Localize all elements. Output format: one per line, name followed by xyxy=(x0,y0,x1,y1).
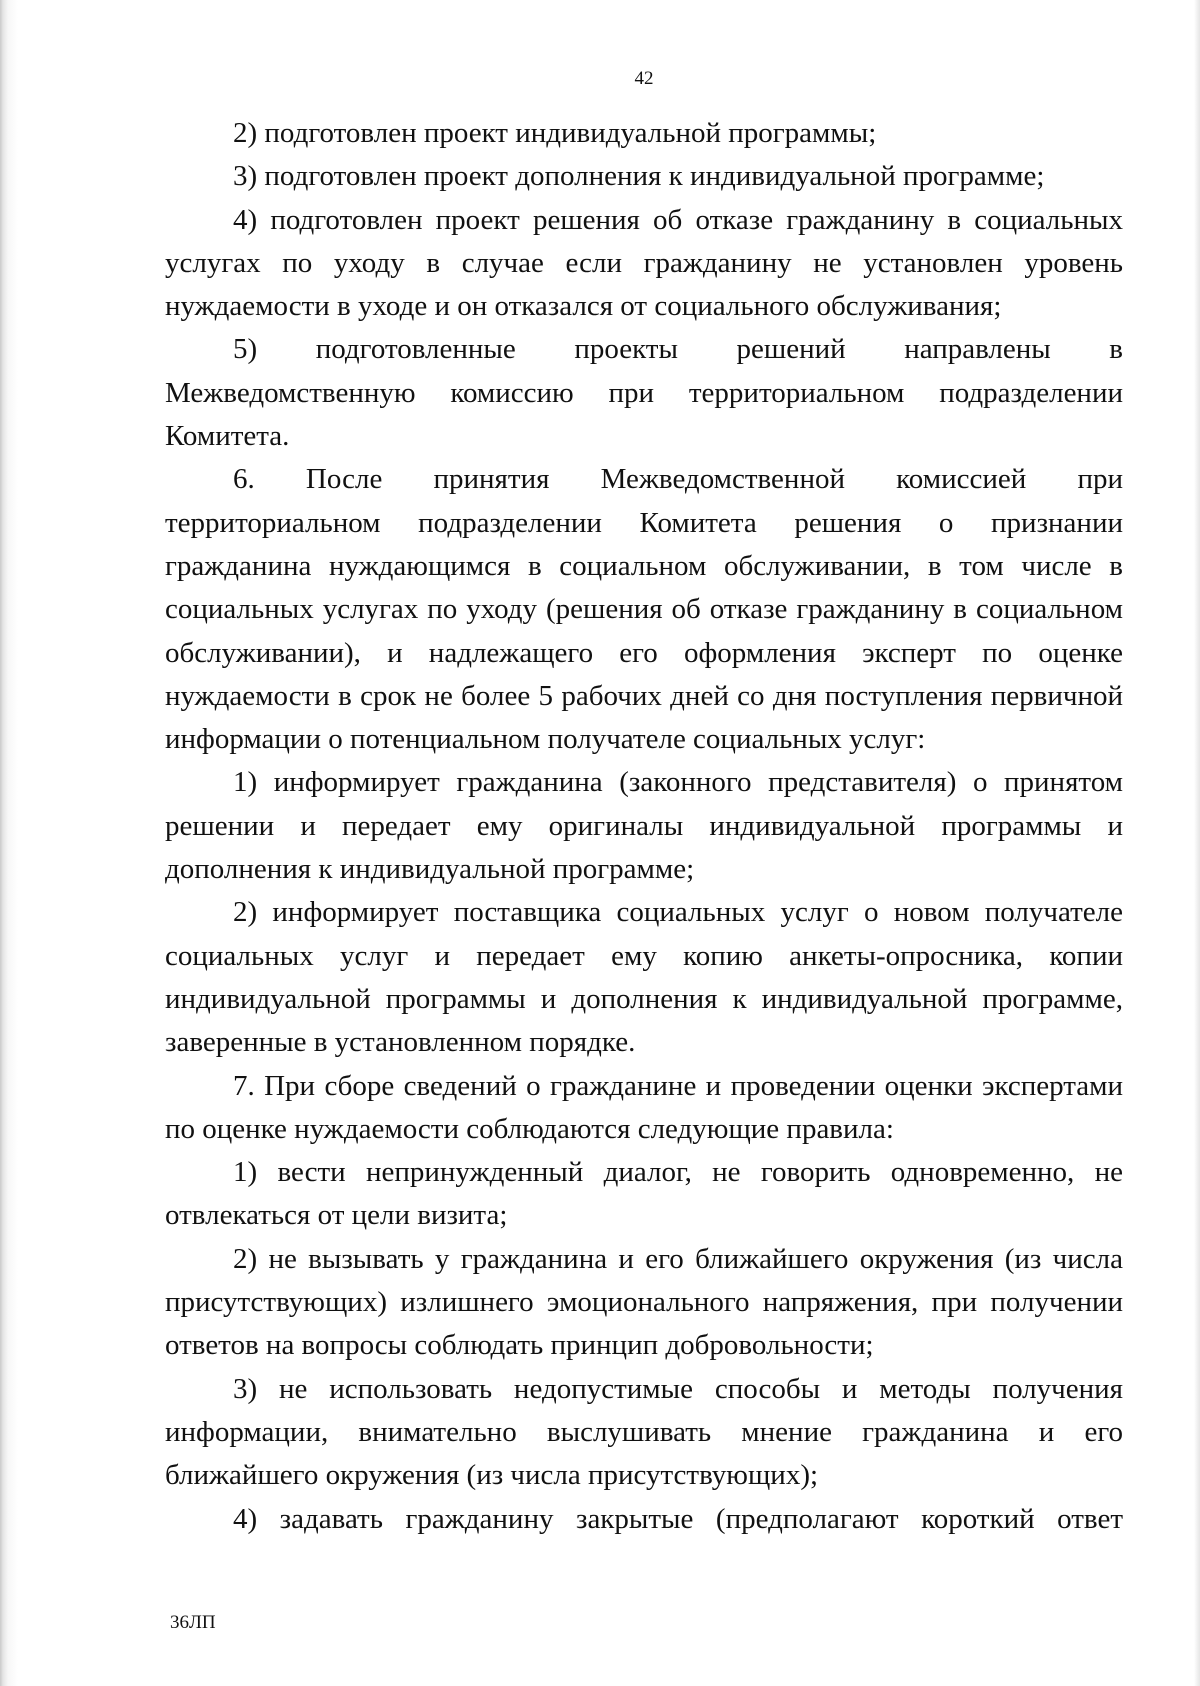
scan-right-edge-shadow xyxy=(1194,0,1200,1686)
paragraph-section-7: 7. При сборе сведений о гражданине и проведении оценки экспертами по оценке нуждаемости соблюдаются следующие правила: xyxy=(165,1069,1123,1145)
paragraph-section-7-item-4: 4) задавать гражданину закрытые (предполагают короткий ответ xyxy=(233,1502,1123,1535)
footer-document-code: 36ЛП xyxy=(170,1612,216,1633)
paragraph-section-6: 6. После принятия Межведомственной комиссией при территориальном подразделении Комитета решения о признании гражданина нуждающимся в социальном обслуживании, в том числе в социальных услугах по уходу (решения об отказе гражданину в социальном обслуживании), и надлежащего его оформления эксперт по оценке нуждаемости в срок не более 5 рабочих дней со дня поступления первичной информации о потенциальном получателе социальных услуг: xyxy=(165,463,1123,756)
paragraph-item-5: 5) подготовленные проекты решений направлены в Межведомственную комиссию при территориальном подразделении Комитета. xyxy=(165,333,1123,453)
paragraph-item-2: 2) подготовлен проект индивидуальной программы; xyxy=(233,117,877,149)
scan-left-edge-shadow xyxy=(0,0,18,1686)
paragraph-section-6-item-1: 1) информирует гражданина (законного представителя) о принятом решении и передает ему оригиналы индивидуальной программы и дополнения к индивидуальной программе; xyxy=(165,766,1123,886)
paragraph-section-6-item-2: 2) информирует поставщика социальных услуг о новом получателе социальных услуг и передает ему копию анкеты-опросника, копии индивидуальной программы и дополнения к индивидуальной программе, заверенные в установленном порядке. xyxy=(165,896,1123,1059)
paragraph-item-3: 3) подготовлен проект дополнения к индивидуальной программе; xyxy=(233,160,1045,193)
paragraph-section-7-item-2: 2) не вызывать у гражданина и его ближайшего окружения (из числа присутствующих) излишнего эмоционального напряжения, при получении ответов на вопросы соблюдать принцип добровольности; xyxy=(165,1242,1123,1362)
paragraph-item-4: 4) подготовлен проект решения об отказе гражданину в социальных услугах по уходу в случае если гражданину не установлен уровень нуждаемости в уходе и он отказался от социального обслуживания; xyxy=(165,203,1123,323)
paragraph-section-7-item-3: 3) не использовать недопустимые способы и методы получения информации, внимательно выслушивать мнение гражданина и его ближайшего окружения (из числа присутствующих); xyxy=(165,1372,1123,1492)
page-number: 42 xyxy=(634,68,654,89)
document-body xyxy=(165,112,1123,1541)
paragraph-section-7-item-1: 1) вести непринужденный диалог, не говорить одновременно, не отвлекаться от цели визита; xyxy=(165,1156,1123,1232)
